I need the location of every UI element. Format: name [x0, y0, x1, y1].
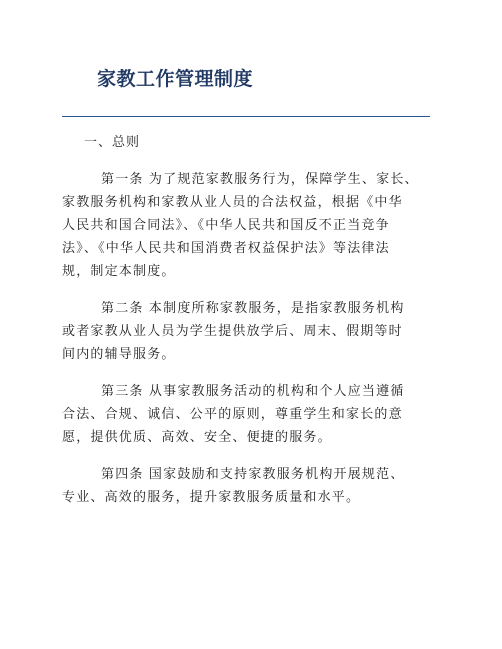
article-3-paragraph: [62, 380, 440, 449]
title-divider: [62, 116, 430, 117]
section-heading: 一、总则: [84, 135, 141, 150]
article-4-paragraph: [62, 463, 440, 509]
text-line: 第三条 从事家教服务活动的机构和个人应当遵循: [101, 384, 405, 399]
document-body: [62, 131, 440, 523]
text-line: 或者家教从业人员为学生提供放学后、周末、假期等时: [62, 324, 403, 339]
text-line: 第四条 国家鼓励和支持家教服务机构开展规范、: [101, 467, 405, 482]
text-line: 规，制定本制度。: [62, 264, 176, 279]
article-2-paragraph: [62, 297, 440, 366]
article-1-paragraph: [62, 168, 440, 283]
text-line: 法》、《中华人民共和国消费者权益保护法》等法律法: [62, 241, 390, 256]
text-line: 第二条 本制度所称家教服务，是指家教服务机构: [101, 301, 405, 316]
text-line: 合法、合规、诚信、公平的原则，尊重学生和家长的意: [62, 407, 403, 422]
text-line: 家教服务机构和家教从业人员的合法权益，根据《中华: [62, 195, 403, 210]
document-title: 家教工作管理制度: [97, 68, 254, 90]
text-line: 第一条 为了规范家教服务行为，保障学生、家长、: [101, 172, 419, 187]
text-line: 间内的辅导服务。: [62, 347, 176, 362]
text-line: 人民共和国合同法》、《中华人民共和国反不正当竞争: [62, 218, 390, 233]
text-line: 专业、高效的服务，提升家教服务质量和水平。: [62, 490, 361, 505]
text-line: 愿，提供优质、高效、安全、便捷的服务。: [62, 430, 332, 445]
